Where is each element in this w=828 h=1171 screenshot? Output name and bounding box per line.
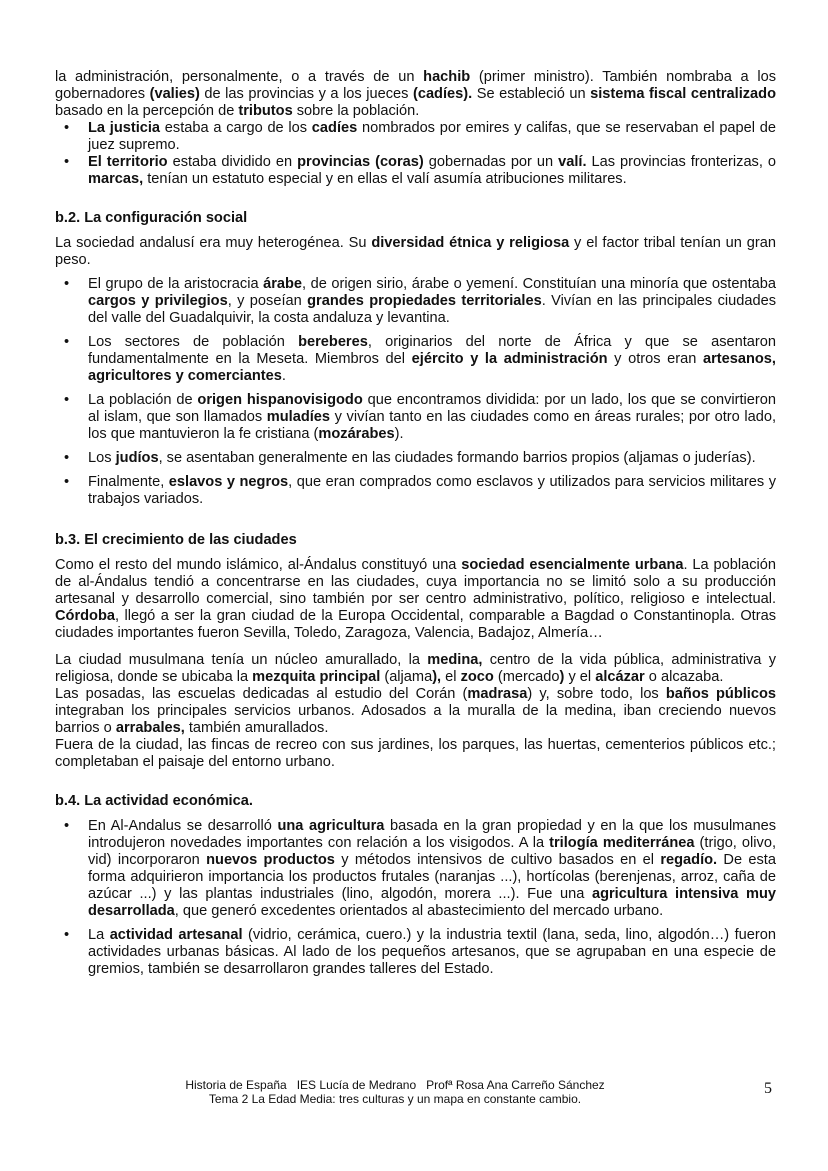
bold-text: Córdoba bbox=[55, 608, 115, 624]
text-run: , que generó excedentes orientados al abastecimiento del mercado urbano. bbox=[174, 903, 664, 919]
text-run: y vivían tanto en las ciudades como en áreas rurales; por otro lado, los que mantuvieron la fe cristiana ( bbox=[88, 409, 776, 442]
bold-text: sistema fiscal centralizado bbox=[590, 86, 776, 102]
paragraph bbox=[55, 557, 776, 642]
bold-text: diversidad étnica y religiosa bbox=[371, 235, 570, 251]
bold-text: medina, bbox=[427, 652, 483, 668]
text-run: basada en la gran propiedad y en la que los musulmanes introdujeron novedades importantes con relación a los visigodos. A la bbox=[88, 818, 776, 851]
list-item bbox=[55, 818, 776, 920]
text-run: . La población de al-Ándalus tendió a concentrarse en las ciudades, cuya importancia no se limitó solo a su producción artesanal y desarrollo comercial, sino también por ser centro administrativo, político, religioso e intelectual. bbox=[55, 557, 776, 607]
bold-text: actividad artesanal bbox=[109, 927, 243, 943]
text-run: el bbox=[441, 669, 461, 685]
text-run: Fuera de la ciudad, las fincas de recreo con sus jardines, los parques, las huertas, cementerios públicos etc.; completaban el paisaje del entorno urbano. bbox=[55, 737, 776, 770]
bold-text: muladíes bbox=[266, 409, 331, 425]
text-run: y otros eran bbox=[607, 351, 703, 367]
bold-text: bereberes bbox=[298, 334, 368, 350]
text-run: y el factor tribal tenían un gran peso. bbox=[55, 235, 776, 268]
list-item bbox=[55, 120, 776, 154]
bold-text: La justicia bbox=[88, 120, 161, 136]
text-run: y el bbox=[564, 669, 596, 685]
bold-text: cadíes bbox=[311, 120, 358, 136]
bullet-list bbox=[55, 276, 776, 508]
bold-text: madrasa bbox=[467, 686, 528, 702]
list-item bbox=[55, 450, 776, 467]
text-run: , que eran comprados como esclavos y utilizados para servicios militares y trabajos variados. bbox=[88, 474, 776, 507]
text-run: Las provincias fronterizas, o bbox=[586, 154, 777, 170]
bold-text: alcázar bbox=[595, 669, 645, 685]
text-run: , originarios del norte de África y que se asentaron fundamentalmente en la Meseta. Miembros del bbox=[88, 334, 776, 367]
text-run: Como el resto del mundo islámico, al-Ándalus constituyó una bbox=[55, 557, 462, 573]
bold-text: marcas, bbox=[88, 171, 144, 187]
bold-text: (valies) bbox=[149, 86, 200, 102]
text-run: basado en la percepción de bbox=[55, 103, 239, 119]
text-run: tenían un estatuto especial y en ellas el valí asumía atribuciones militares. bbox=[143, 171, 627, 187]
text-run: La sociedad andalusí era muy heterogénea. Su bbox=[55, 235, 372, 251]
text-run: de las provincias y a los jueces bbox=[199, 86, 413, 102]
paragraph bbox=[55, 686, 776, 737]
text-run: En Al-Andalus se desarrolló bbox=[88, 818, 278, 834]
bold-text: agricultura intensiva muy desarrollada bbox=[88, 886, 776, 919]
paragraph bbox=[55, 652, 776, 686]
text-run: centro de la vida pública, administrativa y religiosa, donde se ubicaba la bbox=[55, 652, 776, 685]
bold-text: judíos bbox=[115, 450, 159, 466]
bold-text: tributos bbox=[238, 103, 293, 119]
page-number: 5 bbox=[764, 1080, 772, 1097]
text-run: De esta forma adquirieron importancia los productos frutales (naranjas ...), hortícolas (berenjenas, arroz, caña de azúcar ...) y las plantas industriales (lino, algodón, morera ...). Fue una bbox=[88, 852, 776, 902]
section-heading: b.4. La actividad económica. bbox=[55, 793, 253, 809]
text-run: nombrados por emires y califas, que se reservaban el papel de juez supremo. bbox=[88, 120, 776, 153]
footer-line-1: Historia de España IES Lucía de Medrano Profª Rosa Ana Carreño Sánchez bbox=[185, 1078, 605, 1092]
text-run: ) y, sobre todo, los bbox=[527, 686, 666, 702]
paragraph bbox=[55, 737, 776, 771]
text-run: la administración, personalmente, o a través de un bbox=[55, 69, 424, 85]
bold-text: grandes propiedades territoriales bbox=[307, 293, 542, 309]
bold-text: hachib bbox=[423, 69, 471, 85]
text-run: que encontramos dividida: por un lado, los que se convirtieron al islam, que son llamados bbox=[88, 392, 777, 425]
bold-text: una agricultura bbox=[277, 818, 385, 834]
text-run: estaba dividido en bbox=[167, 154, 298, 170]
bold-text: (cadíes). bbox=[412, 86, 473, 102]
text-run: o alcazaba. bbox=[644, 669, 724, 685]
text-run: (mercado bbox=[493, 669, 560, 685]
list-item bbox=[55, 276, 776, 327]
text-run: (trigo, olivo, vid) incorporaron bbox=[88, 835, 776, 868]
bold-text: baños públicos bbox=[665, 686, 776, 702]
text-run: (primer ministro). También nombraba a los gobernadores bbox=[55, 69, 776, 102]
text-run: (vidrio, cerámica, cuero.) y la industria textil (lana, seda, lino, algodón…) fueron actividades urbanas básicas. Al lado de los pequeños artesanos, que se agrupaban en una especie de gremios, también se desarrollaron grandes talleres del Estado. bbox=[88, 927, 776, 977]
page-footer bbox=[175, 1078, 615, 1106]
page-content bbox=[55, 69, 776, 985]
bold-text: mezquita principal bbox=[252, 669, 381, 685]
paragraph bbox=[55, 69, 776, 120]
text-run: Se estableció un bbox=[472, 86, 591, 102]
bold-text: árabe bbox=[263, 276, 303, 292]
bold-text: artesanos, agricultores y comerciantes bbox=[88, 351, 776, 384]
section-heading: b.3. El crecimiento de las ciudades bbox=[55, 532, 297, 548]
text-run: , se asentaban generalmente en las ciudades formando barrios propios (aljamas o juderías). bbox=[158, 450, 756, 466]
bold-text: arrabales, bbox=[115, 720, 185, 736]
list-item bbox=[55, 154, 776, 188]
bold-text: El territorio bbox=[88, 154, 168, 170]
text-run: Los sectores de población bbox=[88, 334, 299, 350]
bold-text: trilogía mediterránea bbox=[549, 835, 695, 851]
text-run: y métodos intensivos de cultivo basados en el bbox=[334, 852, 661, 868]
bold-text: provincias (coras) bbox=[297, 154, 424, 170]
section-heading: b.2. La configuración social bbox=[55, 210, 248, 226]
text-run: sobre la población. bbox=[292, 103, 420, 119]
text-run: ). bbox=[394, 426, 404, 442]
text-run: estaba a cargo de los bbox=[160, 120, 312, 136]
bold-text: ), bbox=[432, 669, 442, 685]
bold-text: nuevos productos bbox=[206, 852, 335, 868]
bullet-list bbox=[55, 120, 776, 188]
text-run: , llegó a ser la gran ciudad de la Europa Occidental, comparable a Bagdad o Constantinopla. Otras ciudades importantes fueron Sevilla, Toledo, Zaragoza, Valencia, Badajoz, Almería… bbox=[55, 608, 776, 641]
bold-text: valí. bbox=[558, 154, 587, 170]
text-run: Finalmente, bbox=[88, 474, 169, 490]
text-run: . Vivían en las principales ciudades del valle del Guadalquivir, la costa andaluza y levantina. bbox=[88, 293, 776, 326]
text-run: también amurallados. bbox=[184, 720, 329, 736]
bold-text: cargos y privilegios bbox=[88, 293, 228, 309]
list-item bbox=[55, 474, 776, 508]
text-run: La bbox=[88, 927, 110, 943]
text-run: El grupo de la aristocracia bbox=[88, 276, 264, 292]
text-run: , y poseían bbox=[227, 293, 308, 309]
text-run: La población de bbox=[88, 392, 198, 408]
list-item bbox=[55, 927, 776, 978]
text-run: (aljama bbox=[380, 669, 433, 685]
bold-text: sociedad esencialmente urbana bbox=[461, 557, 684, 573]
text-run: , de origen sirio, árabe o yemení. Constituían una minoría que ostentaba bbox=[302, 276, 776, 292]
text-run: gobernadas por un bbox=[423, 154, 559, 170]
bold-text: origen hispanovisigodo bbox=[197, 392, 363, 408]
bold-text: ) bbox=[559, 669, 565, 685]
bullet-list bbox=[55, 818, 776, 978]
bold-text: eslavos y negros bbox=[168, 474, 289, 490]
bold-text: ejército y la administración bbox=[411, 351, 608, 367]
bold-text: mozárabes bbox=[318, 426, 395, 442]
text-run: integraban los principales servicios urbanos. Adosados a la muralla de la medina, iban creciendo nuevos barrios o bbox=[55, 703, 776, 736]
footer-line-2: Tema 2 La Edad Media: tres culturas y un mapa en constante cambio. bbox=[208, 1092, 582, 1106]
bold-text: zoco bbox=[460, 669, 494, 685]
text-run: . bbox=[281, 368, 286, 384]
paragraph bbox=[55, 235, 776, 269]
text-run: Los bbox=[88, 450, 116, 466]
text-run: Las posadas, las escuelas dedicadas al estudio del Corán ( bbox=[55, 686, 468, 702]
text-run: La ciudad musulmana tenía un núcleo amurallado, la bbox=[55, 652, 428, 668]
list-item bbox=[55, 392, 776, 443]
bold-text: regadío. bbox=[660, 852, 718, 868]
list-item bbox=[55, 334, 776, 385]
